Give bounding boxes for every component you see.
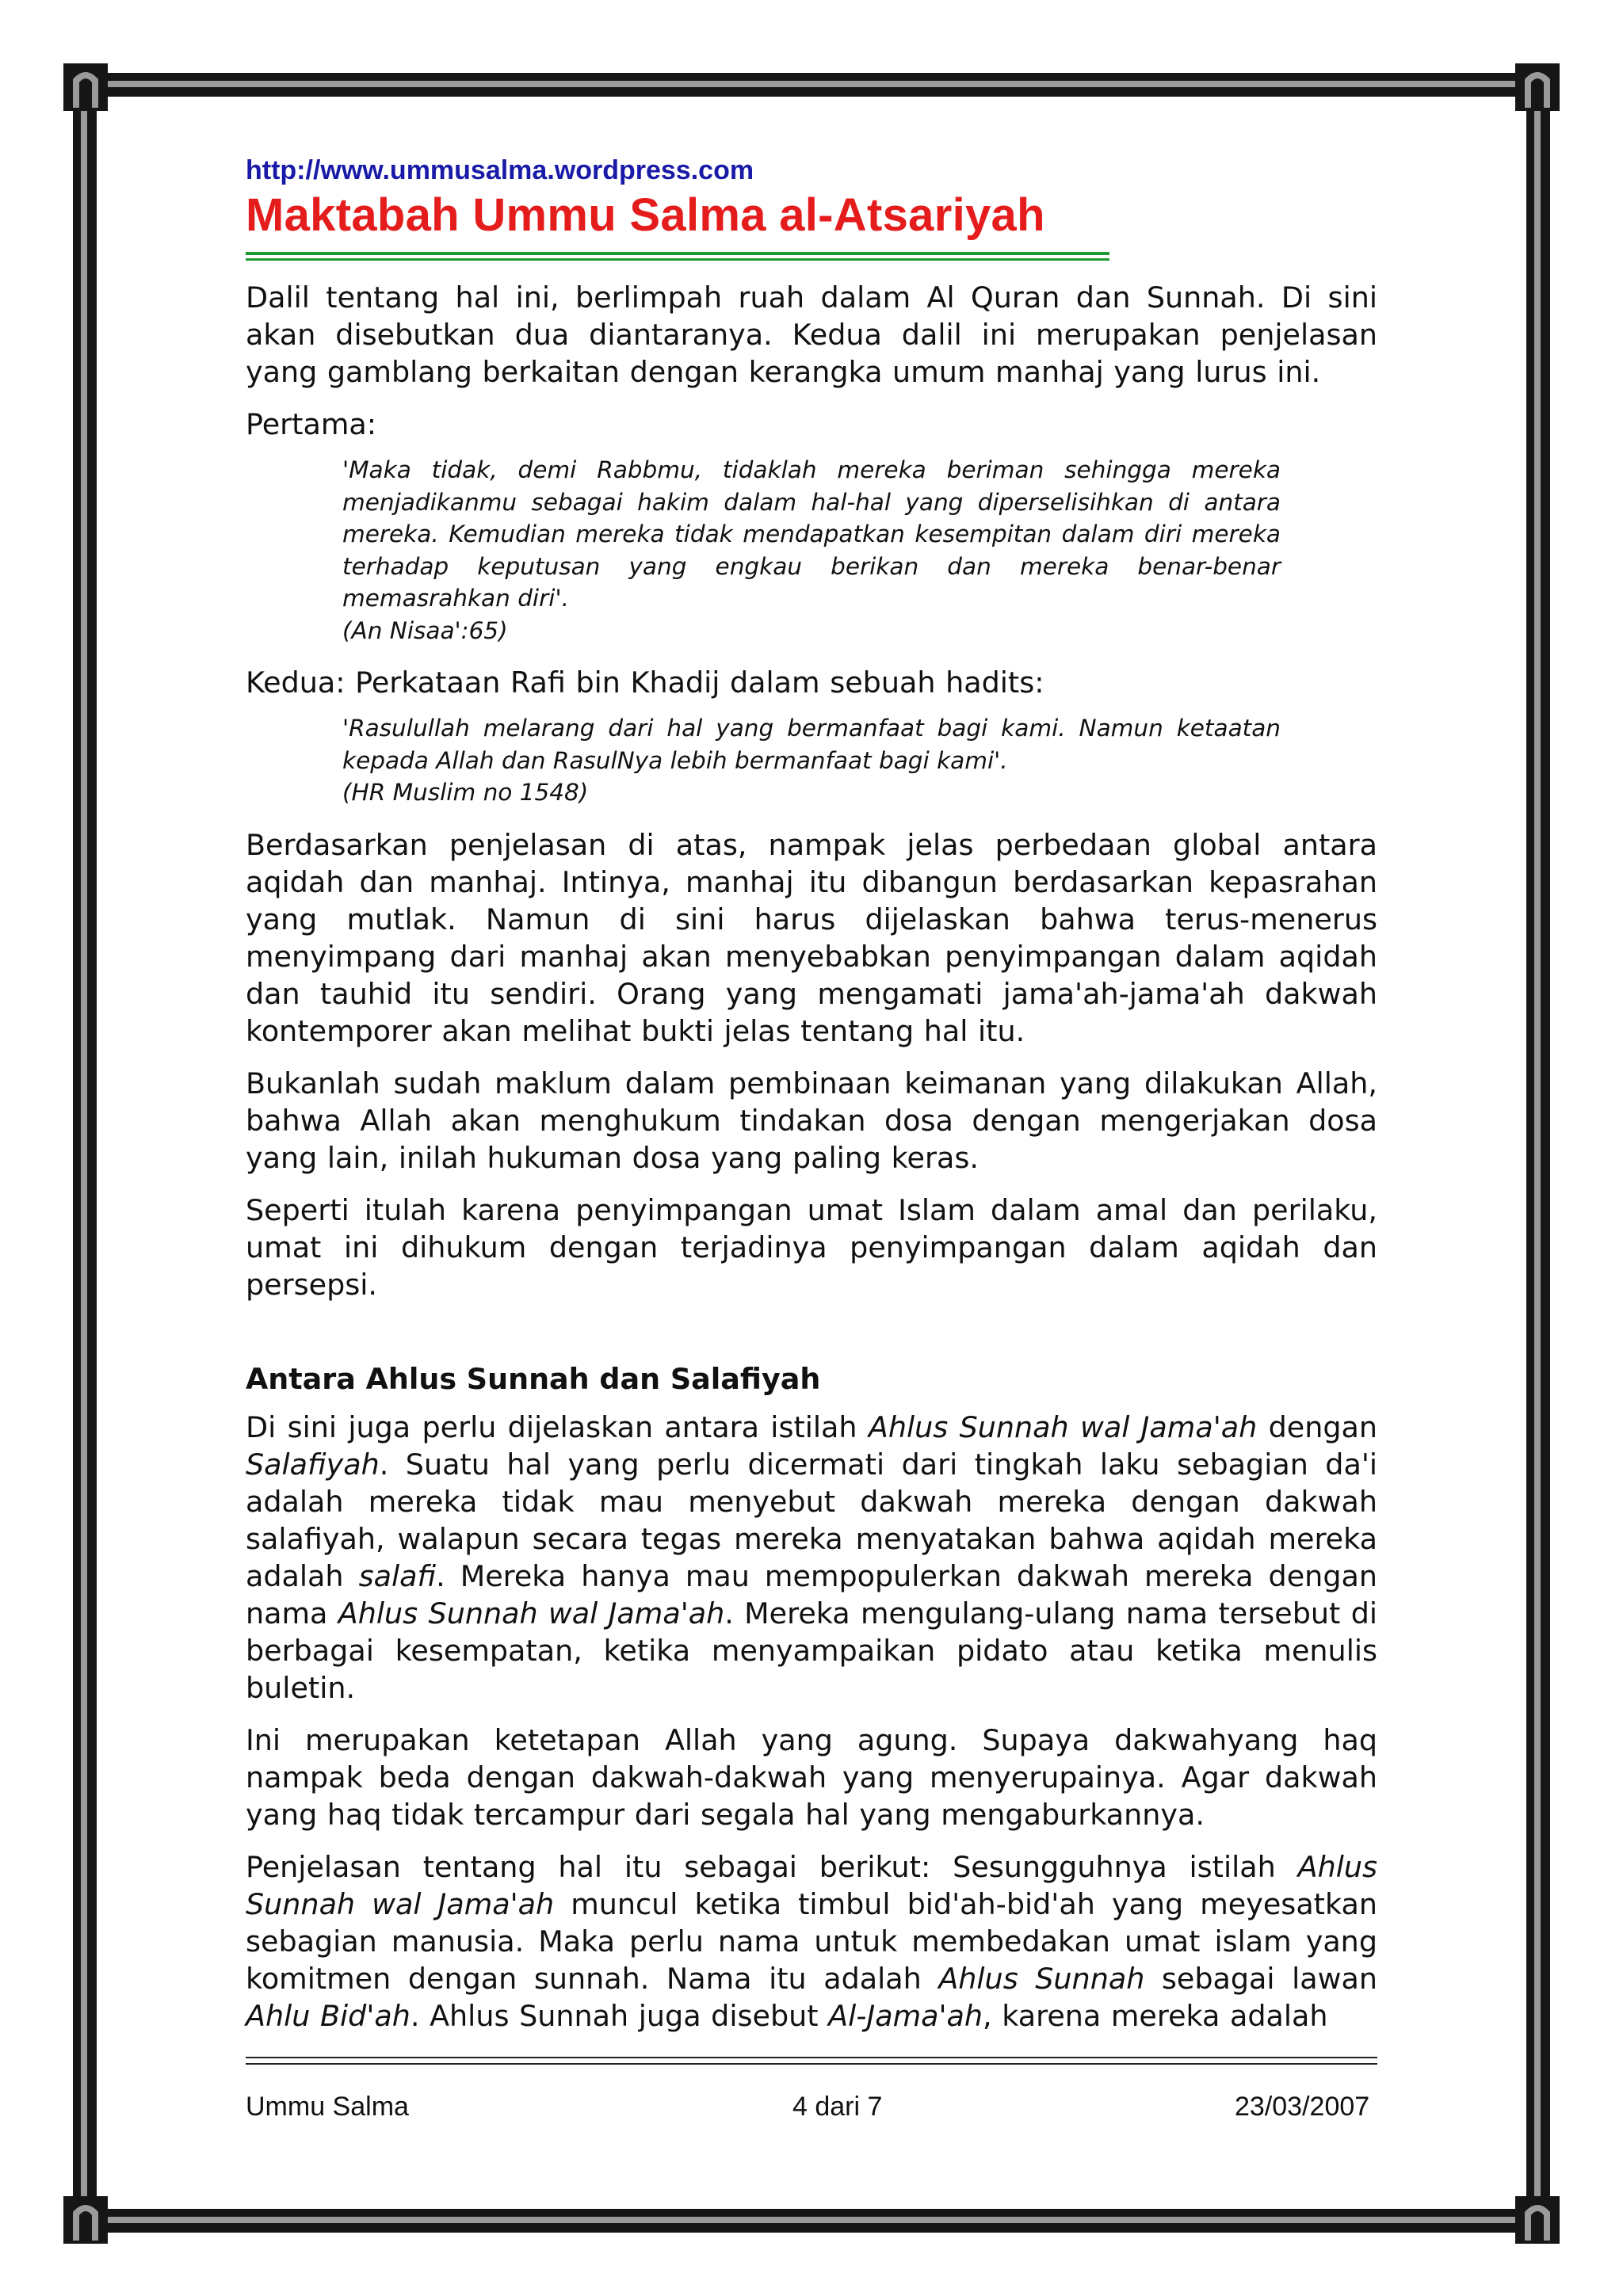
text-run: Penjelasan tentang hal itu sebagai berikut: Sesungguhnya istilah	[246, 1849, 1298, 1884]
header-underline	[246, 258, 1109, 261]
footer-author: Ummu Salma	[246, 2092, 409, 2122]
italic-term: Ahlus Sunnah wal Jama'ah	[868, 1409, 1258, 1444]
frame-border-bottom	[89, 2209, 1539, 2233]
frame-corner-ornament-icon	[1514, 2195, 1561, 2245]
italic-term: Ahlus Sunnah wal Jama'ah	[338, 1596, 725, 1630]
italic-term: Salafiyah	[246, 1447, 380, 1482]
italic-term: Ahlus Sunnah	[938, 1961, 1145, 1996]
document-body	[246, 279, 1377, 2050]
paragraph-label: Kedua: Perkataan Rafi bin Khadij dalam sebuah hadits:	[246, 666, 1044, 700]
text-run: Di sini juga perlu dijelaskan antara istilah	[246, 1409, 869, 1444]
paragraph: Ini merupakan ketetapan Allah yang agung. Supaya dakwahyang haq nampak beda dengan dakwah-dakwah yang menyerupainya. Agar dakwah yang haq tidak tercampur dari segala hal yang mengaburkannya.	[246, 1722, 1377, 1832]
footer-divider	[246, 2057, 1377, 2058]
header-underline	[246, 252, 1109, 255]
text-run: . Ahlus Sunnah juga disebut	[410, 1998, 829, 2033]
quote-reference: (HR Muslim no 1548)	[342, 779, 589, 806]
italic-term: Al-Jama'ah	[828, 1998, 983, 2033]
paragraph: Dalil tentang hal ini, berlimpah ruah dalam Al Quran dan Sunnah. Di sini akan disebutkan dua diantaranya. Kedua dalil ini merupakan penjelasan yang gamblang berkaitan dengan kerangka umum manhaj yang lurus ini.	[246, 280, 1377, 389]
footer-divider	[246, 2063, 1377, 2065]
paragraph: Berdasarkan penjelasan di atas, nampak jelas perbedaan global antara aqidah dan manhaj. Intinya, manhaj itu dibangun berdasarkan kepasrahan yang mutlak. Namun di sini harus dijelaskan bahwa terus-menerus menyimpang dari manhaj akan menyebabkan penyimpangan dalam aqidah dan tauhid itu sendiri. Orang yang mengamati jama'ah-jama'ah dakwah kontemporer akan melihat bukti jelas tentang hal itu.	[246, 827, 1377, 1048]
text-run: muncul ketika timbul bid'ah-bid'ah yang meyesatkan sebagian manusia. Maka perlu nama untuk membedakan umat islam yang komitmen dengan sunnah. Nama itu adalah	[246, 1886, 1377, 1996]
text-run: dengan	[1257, 1409, 1377, 1444]
text-run: , karena mereka adalah	[983, 1998, 1328, 2033]
italic-term: Ahlus Sunnah wal Jama'ah	[246, 1849, 1377, 1921]
section-heading: Antara Ahlus Sunnah dan Salafiyah	[246, 1361, 821, 1396]
quote-text: 'Rasulullah melarang dari hal yang bermanfaat bagi kami. Namun ketaatan kepada Allah dan RasulNya lebih bermanfaat bagi kami'.	[342, 715, 1281, 774]
italic-term: Ahlu Bid'ah	[246, 1998, 411, 2033]
header-url-link[interactable]: http://www.ummusalma.wordpress.com	[246, 155, 754, 185]
frame-corner-ornament-icon	[62, 2195, 109, 2245]
quran-quote	[246, 454, 1377, 646]
quote-reference: (An Nisaa':65)	[342, 616, 508, 644]
text-run: . Mereka hanya mau mempopulerkan dakwah mereka dengan nama	[246, 1558, 1377, 1630]
hadith-quote	[246, 712, 1377, 809]
italic-term: salafi	[358, 1558, 437, 1593]
paragraph: Bukanlah sudah maklum dalam pembinaan keimanan yang dilakukan Allah, bahwa Allah akan menghukum tindakan dosa dengan mengerjakan dosa yang lain, inilah hukuman dosa yang paling keras.	[246, 1066, 1377, 1175]
paragraph-label: Pertama:	[246, 407, 377, 441]
frame-border-top	[89, 73, 1539, 97]
text-run: . Suatu hal yang perlu dicermati dari tingkah laku sebagian da'i adalah mereka tidak mau menyebut dakwah mereka dengan dakwah salafiyah, walapun secara tegas mereka menyatakan bahwa aqidah mereka adalah	[246, 1447, 1377, 1593]
footer-page-number: 4 dari 7	[792, 2092, 883, 2122]
footer-date: 23/03/2007	[1235, 2092, 1370, 2122]
frame-border-left	[73, 89, 97, 2220]
header-title: Maktabah Ummu Salma al-Atsariyah	[246, 189, 1045, 241]
frame-border-right	[1526, 89, 1550, 2220]
paragraph: Seperti itulah karena penyimpangan umat Islam dalam amal dan perilaku, umat ini dihukum dengan terjadinya penyimpangan dalam aqidah dan persepsi.	[246, 1192, 1377, 1302]
frame-corner-ornament-icon	[1514, 62, 1561, 113]
text-run: . Mereka mengulang-ulang nama tersebut di berbagai kesempatan, ketika menyampaikan pidato atau ketika menulis buletin.	[246, 1596, 1377, 1705]
paragraph	[246, 1848, 1377, 2035]
frame-corner-ornament-icon	[62, 62, 109, 113]
paragraph	[246, 1409, 1377, 1707]
quote-text: 'Maka tidak, demi Rabbmu, tidaklah mereka beriman sehingga mereka menjadikanmu sebagai hakim dalam hal-hal yang diperselisihkan di antara mereka. Kemudian mereka tidak mendapatkan kesempitan dalam diri mereka terhadap keputusan yang engkau berikan dan mereka benar-benar memasrahkan diri'.	[342, 456, 1281, 612]
text-run: sebagai lawan	[1144, 1961, 1377, 1996]
